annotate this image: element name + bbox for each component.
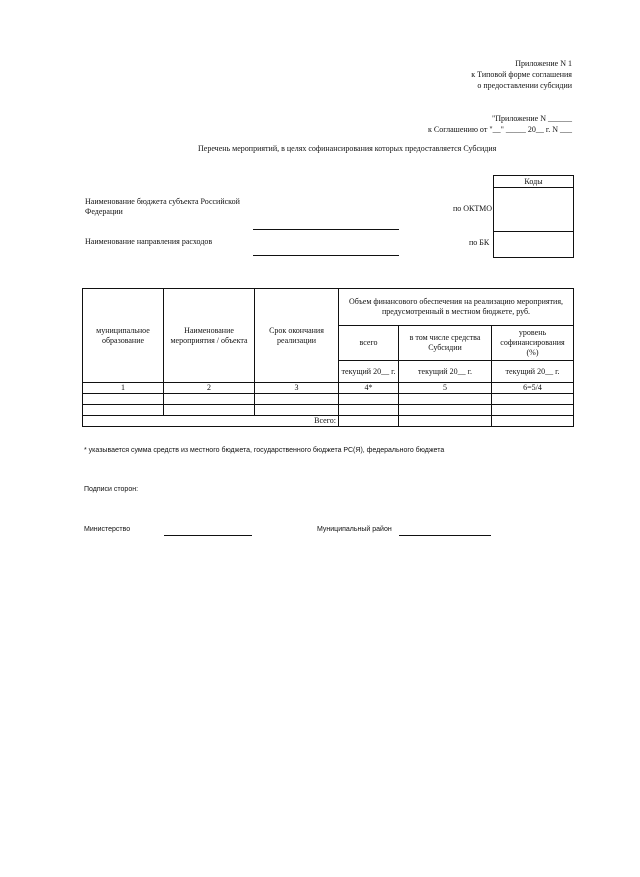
appendix-line-1: Приложение N 1 (515, 59, 572, 68)
codes-box (493, 175, 574, 258)
footnote: * указывается сумма средств из местного бюджета, государственного бюджета РС(Я), федерального бюджета (84, 447, 445, 454)
cell-municipal[interactable] (83, 405, 164, 416)
header-level: уровень софинансирования (%) (492, 326, 574, 361)
header-deadline: Срок окончания реализации (255, 289, 339, 383)
header-subsidy: в том числе средства Субсидии (399, 326, 492, 361)
col-number-3: 3 (255, 383, 339, 394)
cell-subsidy[interactable] (399, 394, 492, 405)
cell-event[interactable] (164, 394, 255, 405)
table-row (83, 405, 574, 416)
total-total[interactable] (339, 416, 399, 427)
cell-municipal[interactable] (83, 394, 164, 405)
cell-level[interactable] (492, 405, 574, 416)
cell-deadline[interactable] (255, 394, 339, 405)
appendix-line-3: о предоставлении субсидии (477, 81, 572, 90)
ministry-label: Министерство (84, 526, 131, 533)
cell-total[interactable] (339, 405, 399, 416)
direction-label: Наименование направления расходов (85, 237, 213, 246)
col-number-1: 1 (83, 383, 164, 394)
cell-event[interactable] (164, 405, 255, 416)
page-title: Перечень мероприятий, в целях софинансирования которых предоставляется Субсидия (198, 144, 497, 153)
agreement-block (428, 113, 572, 135)
cell-deadline[interactable] (255, 405, 339, 416)
header-current-year-level: текущий 20__ г. (492, 361, 574, 383)
total-level[interactable] (492, 416, 574, 427)
total-row (83, 416, 574, 427)
header-current-year-subsidy: текущий 20__ г. (399, 361, 492, 383)
district-signature-field[interactable] (399, 535, 491, 536)
col-number-4: 4* (339, 383, 399, 394)
header-current-year-total: текущий 20__ г. (339, 361, 399, 383)
cell-level[interactable] (492, 394, 574, 405)
oktmo-label: по ОКТМО (453, 204, 493, 213)
total-subsidy[interactable] (399, 416, 492, 427)
bk-label: по БК (469, 238, 490, 247)
cell-total[interactable] (339, 394, 399, 405)
codes-header: Коды (494, 176, 573, 188)
total-label: Всего: (83, 416, 339, 427)
budget-name-field[interactable] (253, 229, 399, 230)
cell-subsidy[interactable] (399, 405, 492, 416)
col-number-5: 5 (399, 383, 492, 394)
bk-code-cell[interactable] (494, 232, 573, 257)
table-row (83, 394, 574, 405)
oktmo-code-cell[interactable] (494, 188, 573, 232)
events-table (82, 288, 574, 427)
header-volume: Объем финансового обеспечения на реализацию мероприятия, предусмотренный в местном бюджете, руб. (339, 289, 574, 326)
agreement-line-1: "Приложение N ______ (492, 114, 572, 123)
direction-field[interactable] (253, 255, 399, 256)
appendix-line-2: к Типовой форме соглашения (471, 70, 572, 79)
col-number-6: 6=5/4 (492, 383, 574, 394)
district-label: Муниципальный район (317, 526, 392, 533)
header-event: Наименование мероприятия / объекта (164, 289, 255, 383)
budget-name-label: Наименование бюджета субъекта Российской Федерации (85, 197, 240, 216)
agreement-line-2: к Соглашению от "__" _____ 20__ г. N ___ (428, 125, 572, 134)
signatures-label: Подписи сторон: (84, 486, 139, 493)
appendix-block (471, 58, 572, 91)
header-municipal: муниципальное образование (83, 289, 164, 383)
ministry-signature-field[interactable] (164, 535, 252, 536)
header-total: всего (339, 326, 399, 361)
col-number-2: 2 (164, 383, 255, 394)
